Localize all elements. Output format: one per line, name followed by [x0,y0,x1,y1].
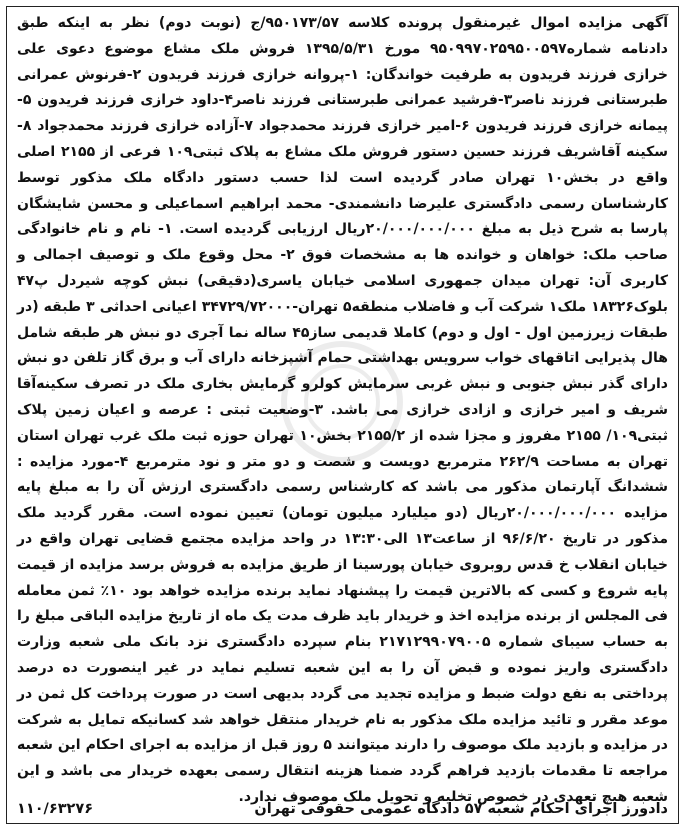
notice-signature: دادورز اجرای احکام شعبه ۵۷ دادگاه عمومی حقوقی تهران [254,801,668,817]
notice-code: ۱۱۰/۶۳۲۷۶ [17,801,94,817]
auction-notice [6,6,679,824]
notice-body [17,11,668,811]
notice-paragraph: آگهی مزایده اموال غیرمنقول پرونده کلاسه ۹۵۰۱۷۳/۵۷/ج (نوبت دوم) نظر به اینکه طبق دادنامه شماره۹۵۰۹۹۷۰۲۵۹۵۰۰۵۹۷ مورخ ۱۳۹۵/۵/۳۱ فروش ملک مشاع موضوع دعوی علی خرازی فرزند فریدون به طرفیت خواندگان: ۱-پروانه خرازی فرزند فریدون ۲-فرنوش عمرانی طبرستانی فرزند ناصر۳-فرشید عمرانی طبرستانی فرزند ناصر۴-داود خرازی فرزند فریدون ۵-پیمانه خرازی فرزند فریدون ۶-امیر خرازی فرزند محمدجواد ۷-آزاده خرازی فرزند محمدجواد ۸-سکینه آقاشریف فرزند حسین دستور فروش ملک مشاع به پلاک ثبتی۱۰۹ فرعی از ۲۱۵۵ اصلی واقع در بخش۱۰ تهران صادر گردیده است لذا حسب دستور دادگاه ملک مذکور توسط کارشناسان رسمی دادگستری علیرضا دانشمندی- محمد ابراهیم اسماعیلی و محسن شایشگان پارسا به شرح ذیل به مبلغ ۲۰/۰۰۰/۰۰۰/۰۰۰ریال ارزیابی گردیده است. ۱- نام و نام خانوادگی صاحب ملک: خواهان و خوانده ها به مشخصات فوق ۲- محل وقوع ملک و توصیف اجمالی و کاربری آن: تهران میدان جمهوری اسلامی خیابان یاسری(دقیقی) نبش کوچه شیردل پ۴۷ بلوک۱۸۳۲۶ ملک۱ شرکت آب و فاضلاب منطقه۵ تهران-۳۴۷۲۹/۷۲۰۰۰ اعیانی احداثی ۳ طبقه (در طبقات زیرزمین اول - اول و دوم) کاملا قدیمی ساز۴۵ ساله نما آجری دو نبش هر طبقه شامل هال پذیرایی اتاقهای خواب سرویس بهداشتی حمام آشپزخانه دارای آب و برق گاز تلفن دو نبش دارای گذر نبش جنوبی و نبش غربی سرمایش کولرو گرمایش بخاری ملک در تصرف سکینه‌آقا شریف و امیر خرازی و ازادی خرازی می باشد. ۳-وضعیت ثبتی : عرصه و اعیان زمین پلاک ثبتی۱۰۹/ ۲۱۵۵ مفروز و مجزا شده از ۲۱۵۵/۲ بخش۱۰ تهران حوزه ثبت ملک غرب تهران استان تهران به مساحت ۲۶۲/۹ مترمربع دویست و شصت و دو متر و نود مترمربع ۴-مورد مزایده : ششدانگ آپارتمان مذکور می باشد که کارشناس رسمی دادگستری ارزش آن را به مبلغ پایه مزایده ۲۰/۰۰۰/۰۰۰/۰۰۰ریال (دو میلیارد میلیون تومان) تعیین نموده است. مقرر گردید ملک مذکور در تاریخ ۹۶/۶/۲۰ از ساعت۱۳ الی۱۳:۳۰ در واحد مزایده مجتمع قضایی تهران واقع در خیابان انقلاب خ قدس روبروی خیابان پورسینا از طریق مزایده به فروش برسد مزایده از قیمت پایه شروع و کسی که بالاترین قیمت را پیشنهاد نماید برنده مزایده خواهد بود ۱۰٪ ثمن معامله فی المجلس از برنده مزایده اخذ و خریدار باید ظرف مدت یک ماه از تاریخ مزایده الباقی مبلغ را به حساب سیبای شماره ۲۱۷۱۲۹۹۰۷۹۰۰۵ بنام سپرده دادگستری نزد بانک ملی شعبه وزارت دادگستری واریز نموده و قبض آن را به این شعبه تسلیم نماید در غیر اینصورت ده درصد پرداختی به نفع دولت ضبط و مزایده تجدید می گردد بدیهی است در صورت پرداخت کل ثمن در موعد مقرر و تائید مزایده ملک مذکور به نام خریدار منتقل خواهد شد کسانیکه تمایل به شرکت در مزایده و بازدید ملک موصوف را دارند میتوانند ۵ روز قبل از مزایده به اجرای احکام این شعبه مراجعه تا مقدمات بازدید فراهم گردد ضمنا هزینه انتقال رسمی بعهده خریدار می باشد و این شعبه هیچ تعهدی در خصوص تخلیه و تحویل ملک موصوف ندارد. [17,15,669,805]
notice-footer [17,801,668,817]
